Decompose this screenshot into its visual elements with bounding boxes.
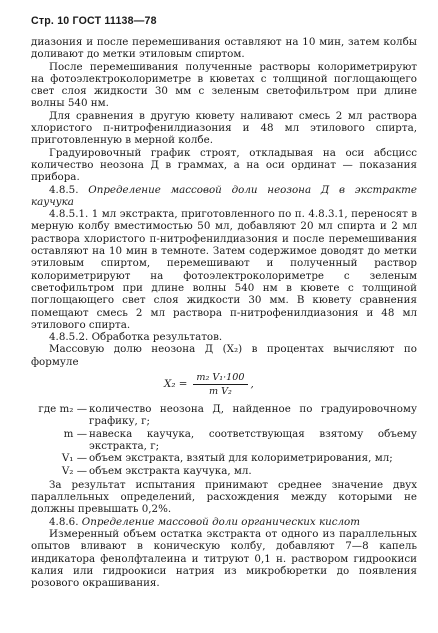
formula-denominator: m V₂ — [208, 386, 232, 398]
definition-text: навеска каучука, соответствующая взятому объему экстракта, г; — [89, 427, 417, 452]
formula-numerator: m₂ V₁·100 — [193, 372, 247, 385]
definition-text: объем экстракта каучука, мл. — [89, 464, 252, 477]
section-number: 4.8.5. — [49, 183, 79, 196]
paragraph: диазония и после перемешивания оставляют на 10 мин, затем колбы доливают до метки этиловым спиртом. — [31, 36, 417, 61]
formula-expression — [164, 372, 366, 397]
definition-symbol: где m₂ — — [38, 403, 87, 416]
formula — [31, 372, 417, 397]
definition-item — [31, 403, 417, 428]
paragraph: После перемешивания полученные растворы колориметрируют на фотоэлектроколориметре в кюветах с толщиной поглощающего свет слоя жидкости 30 мм с зеленым светофильтром при длине волны 540 нм. — [31, 60, 417, 110]
document-body — [31, 36, 417, 589]
formula-lhs: X₂ = — [164, 378, 188, 391]
formula-fraction — [193, 372, 247, 397]
definition-symbol: V₁ — — [61, 452, 87, 465]
running-head: Стр. 10 ГОСТ 11138—78 — [31, 15, 157, 27]
definition-item — [31, 428, 417, 453]
section-title: Определение массовой доли неозона Д в экстракте каучука — [31, 183, 417, 208]
section-number: 4.8.6. — [49, 515, 79, 528]
section-heading — [31, 184, 417, 209]
definition-text: количество неозона Д, найденное по градуировочному графику, г; — [89, 403, 417, 428]
section-heading — [31, 516, 417, 528]
definition-item — [31, 452, 417, 464]
paragraph: 4.8.5.1. 1 мл экстракта, приготовленного по п. 4.8.3.1, переносят в мерную колбу вместимостью 50 мл, добавляют 20 мл спирта и 2 мл раствора хлористого п-нитрофенилдиазония и после перемешивания оставляют на 10 мин в темноте. Затем содержимое доводят до метки этиловым спиртом, перемешивают и полученный раствор колориметрируют на фотоэлектроколориметре с зеленым светофильтром при длине волны 540 нм в кювете с толщиной поглощающего свет слоя жидкости 30 мм. В кювету сравнения помещают смесь 2 мл раствора п-нитрофенилдиазония и 48 мл этилового спирта. — [31, 208, 417, 331]
paragraph: Измеренный объем остатка экстракта от одного из параллельных опытов вливают в коническую колбу, добавляют 7—8 капель индикатора фенолфталеина и титруют 0,1 н. раствором гидроокиси калия или гидроокиси натрия из микробюретки до появления розового окрашивания. — [31, 527, 417, 590]
definition-item — [31, 465, 417, 477]
definition-text: объем экстракта, взятый для колориметрирования, мл; — [89, 452, 393, 465]
paragraph: Массовую долю неозона Д (X₂) в процентах вычисляют по формуле — [31, 343, 417, 368]
paragraph: Градуировочный график строят, откладывая на оси абсцисс количество неозона Д в граммах, а на оси ординат — показания прибора. — [31, 146, 417, 184]
section-title: Определение массовой доли органических кислот — [81, 515, 361, 528]
formula-trailing: , — [250, 378, 254, 391]
definition-symbol: V₂ — — [61, 464, 87, 477]
definition-symbol: m — — [63, 427, 87, 440]
paragraph: За результат испытания принимают среднее значение двух параллельных определений, расхождения между которыми не должны превышать 0,2%. — [31, 478, 417, 516]
paragraph: 4.8.5.2. Обработка результатов. — [49, 331, 223, 344]
variable-definitions — [31, 403, 417, 477]
paragraph: Для сравнения в другую кювету наливают смесь 2 мл раствора хлористого п-нитрофенилдиазония и 48 мл этилового спирта, приготовленную в мерной колбе. — [31, 109, 417, 147]
